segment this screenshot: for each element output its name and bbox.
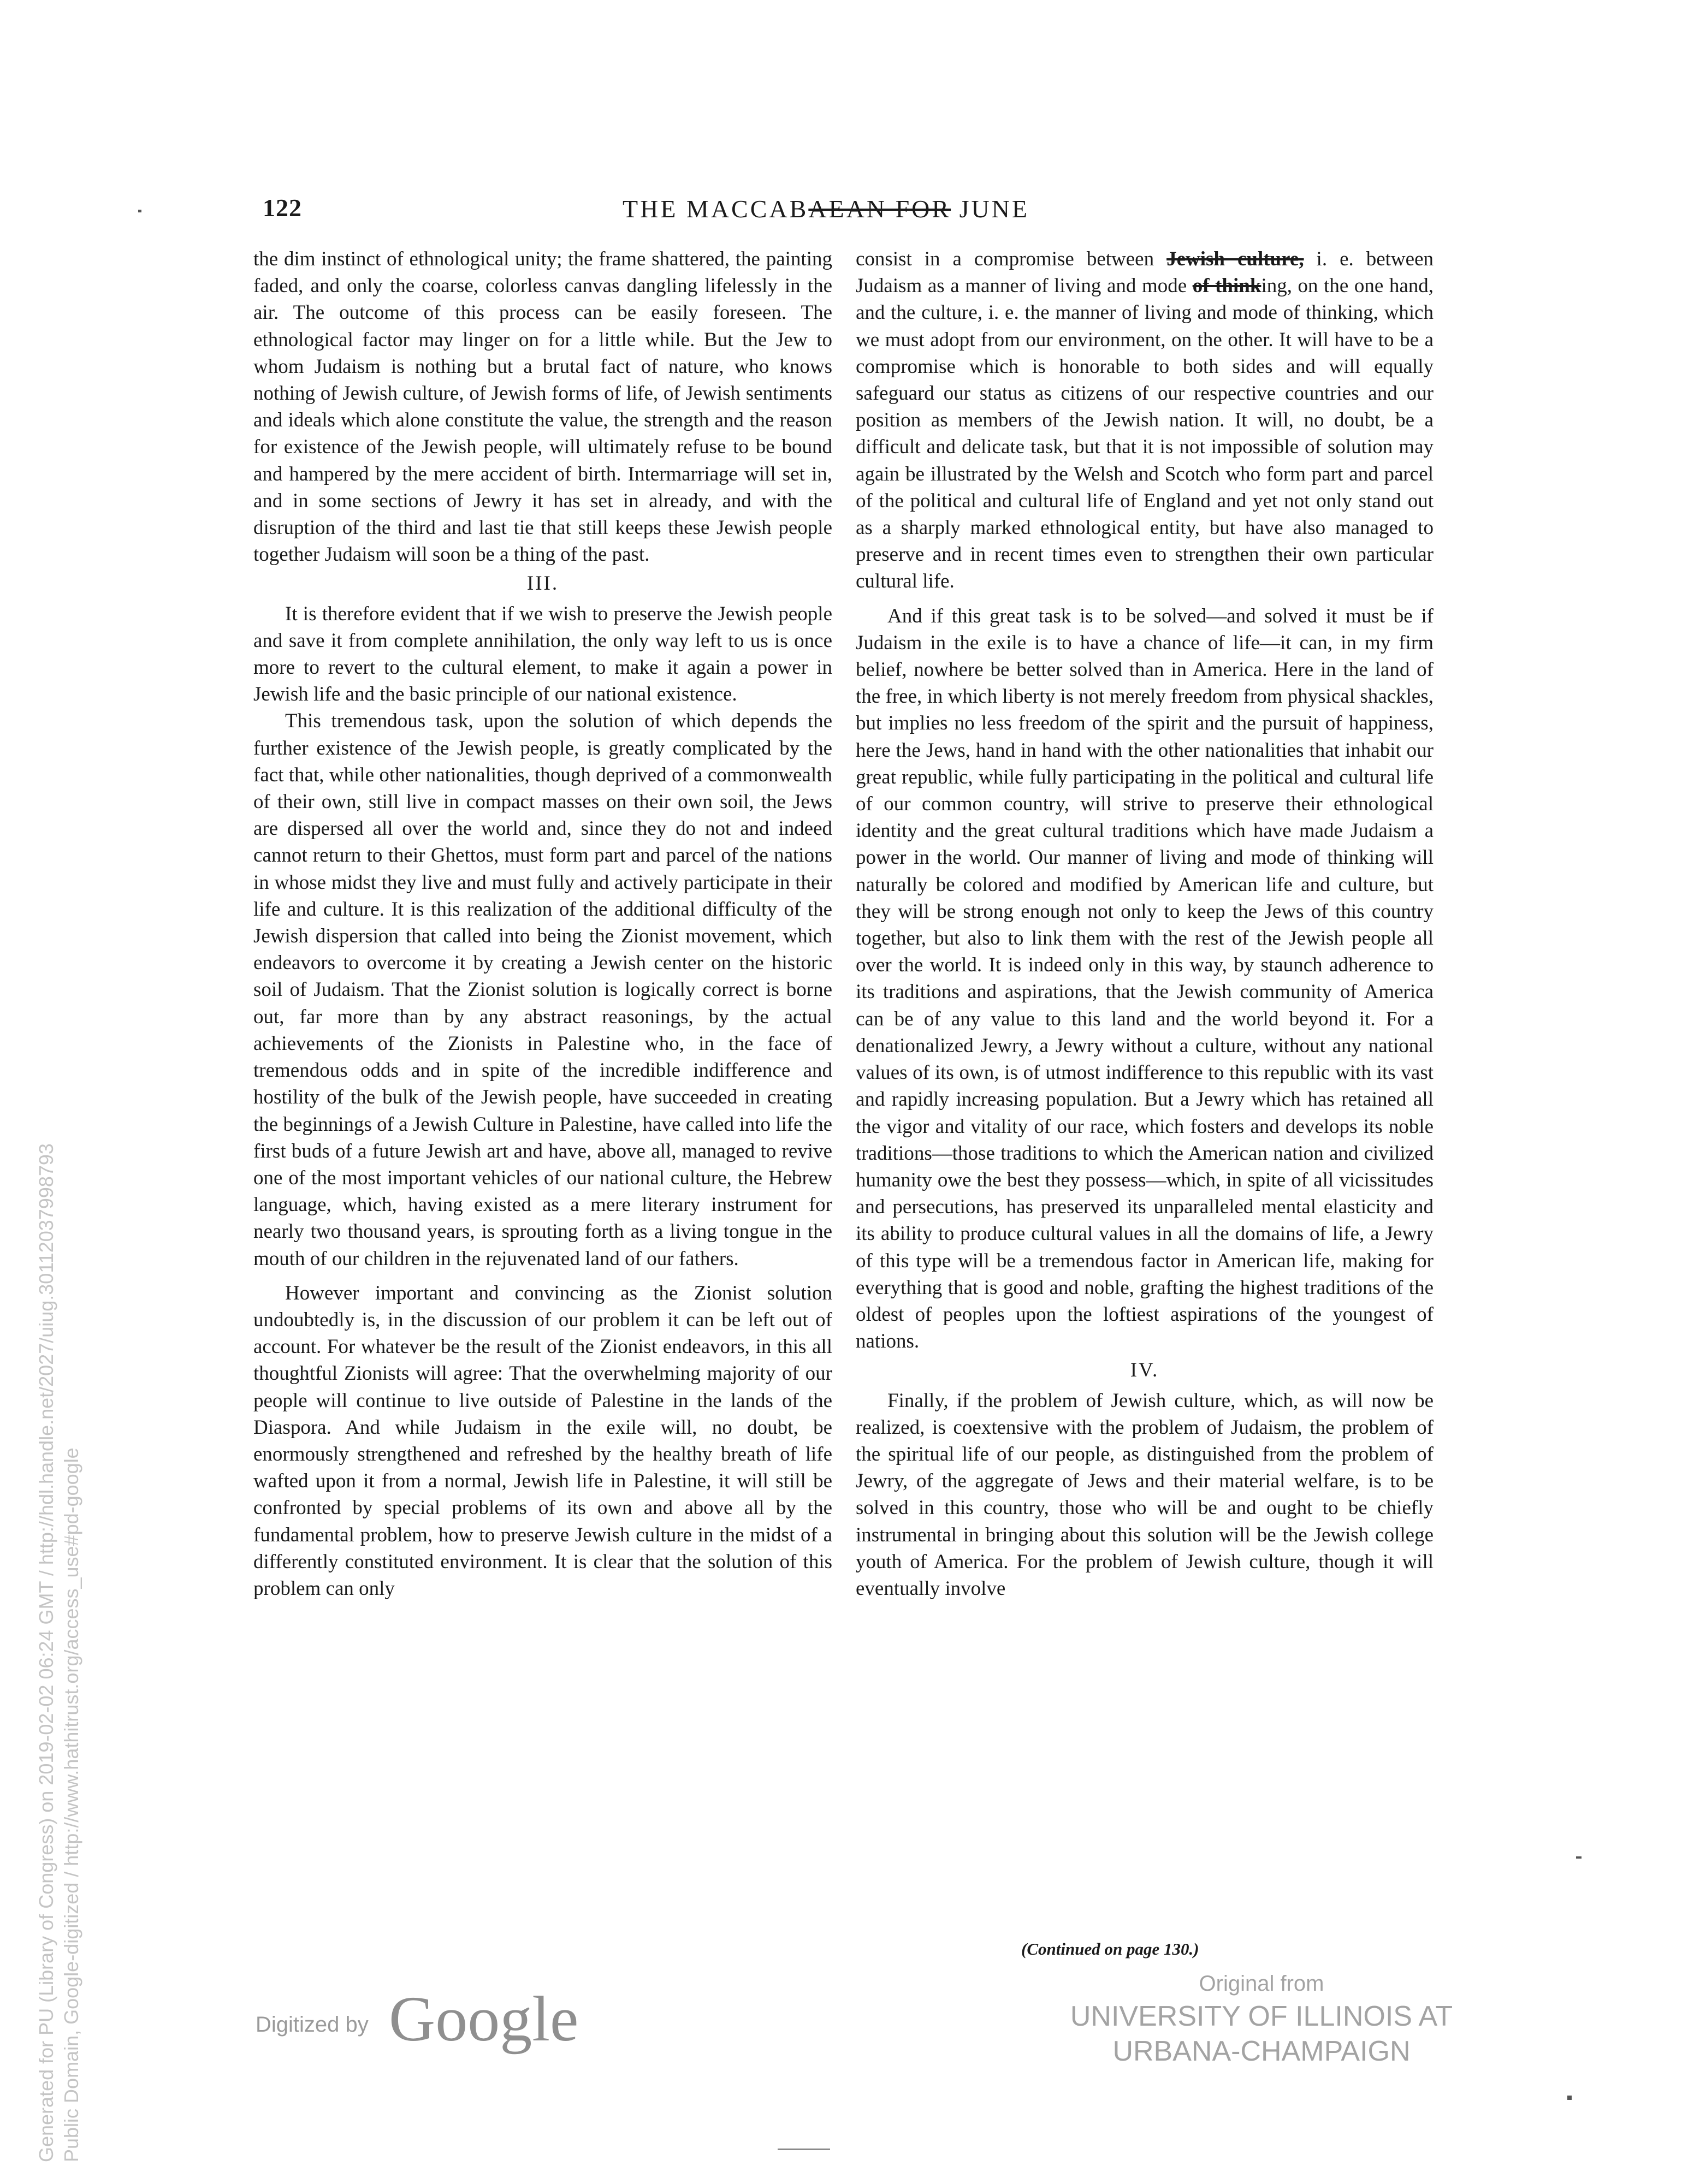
section-heading-iii: III. — [526, 572, 559, 595]
margin-speck-left — [138, 210, 141, 212]
original-from-mark — [1054, 1968, 1469, 2069]
digitized-by-label: Digitized by — [256, 2013, 369, 2037]
institution-line-2: URBANA-CHAMPAIGN — [1112, 2035, 1411, 2067]
struck-text-2: of think — [1192, 275, 1261, 298]
left-paragraph-3: This tremendous task, upon the solution of which depends the further existence of the Jewish people, is greatly complicated by the fact that, while other nationalities, though deprived of a commonwealth of their own, still live in compact masses on their own soil, the Jews are dispersed all over the world and, since they do not and indeed cannot return to their Ghettos, must form part and parcel of the nations in whose midst they live and must fully and actively participate in their life and culture. It is this realization of the additional difficulty of the Jewish dispersion that called into being the Zionist movement, which endeavors to overcome it by creating a Jewish center on the historic soil of Judaism. That the Zionist solution is logically correct is borne out, far more than by any abstract reasonings, by the actual achievements of the Zionists in Palestine who, in the face of tremendous odds and in spite of the incredible indifference and hostility of the bulk of the Jewish people, have succeeded in creating the beginnings of a Jewish Culture in Palestine, have called into life the first buds of a future Jewish art and have, above all, managed to revive one of the most important vehicles of our national culture, the Hebrew language, which, having existed as a mere literary instrument for nearly two thousand years, is sprouting forth as a living tongue in the mouth of our children in the rejuvenated land of our fathers. — [253, 710, 832, 1270]
left-column — [253, 246, 832, 1602]
institution-line-1: UNIVERSITY OF ILLINOIS AT — [1070, 2001, 1453, 2032]
right-paragraph-2: And if this great task is to be solved—and solved it must be if Judaism in the exile is to have a chance of life—it can, in my firm belief, nowhere be better solved than in America. Here in the land of the free, in which liberty is not merely freedom from physical shackles, but implies no less freedom of the spirit and the pursuit of happiness, here the Jews, hand in hand with the other nationalities that inhabit our great republic, while fully participating in the political and cultural life of our common country, will strive to preserve their ethnological identity and the great cultural traditions which have made Judaism a power in the world. Our manner of living and mode of thinking will naturally be colored and modified by American life and culture, but they will be strong enough not only to keep the Jews of this country together, but also to link them with the rest of the Jewish people all over the world. It is indeed only in this way, by staunch adherence to its traditions and aspirations, that the Jewish community of America can be of any value to this land and the world beyond it. For a denationalized Jewry, a Jewry without a culture, without any national values of its own, is of utmost indifference to this republic with its vast and rapidly increasing population. But a Jewry which has retained all the vigor and vitality of our race, which fosters and develops its noble traditions—those traditions to which the American nation and civilized humanity owe the best they possess—which, in spite of all vicissitudes and persecutions, has preserved its unparalleled mental elasticity and its ability to produce cultural values in all the domains of life, a Jewry of this type will be a tremendous factor in American life, making for everything that is good and noble, grafting the highest traditions of the oldest of peoples upon the loftiest aspirations of the youngest of nations. — [856, 604, 1434, 1353]
hathitrust-side-stamp — [34, 1143, 84, 2162]
right-paragraph-3: Finally, if the problem of Jewish culture, which, as will now be realized, is coextensive with the problem of Judaism, the problem of the spiritual life of our people, as distinguished from the problem of Jewry, of the aggregate of Jews and their material welfare, is to be solved in this country, those who will be and ought to be chiefly instrumental in bringing about this solution will be the Jewish college youth of America. For the problem of Jewish culture, though it will eventually involve — [856, 1389, 1434, 1600]
side-stamp-line-1: Generated for PU (Library of Congress) on 2019-02-02 06:24 GMT / http://hdl.handle.net/2027/uiug.30112037998793 — [35, 1143, 57, 2162]
right-paragraph-1-b: i. e. between Judaism as a manner of living and mode — [856, 248, 1434, 298]
running-head-lead: THE MACCAB — [623, 195, 809, 223]
right-paragraph-1 — [856, 246, 1434, 595]
right-paragraph-1-c: ing, on the one hand, and the culture, i. e. the manner of living and mode of thinking, which we must adopt from our environment, on the other. It will have to be a compromise which is honorable to both sides and will equally safeguard our status as citizens of our respective countries and our position as members of the Jewish nation. It will, no doubt, be a difficult and delicate task, but that it is not impossible of solution may again be illustrated by the Welsh and Scotch who form part and parcel of the political and cultural life of England and yet not only stand out as a sharply marked ethnological entity, but have also managed to preserve and in recent times even to strengthen their own particular cultural life. — [856, 275, 1434, 593]
struck-text-1: Jewish culture, — [1166, 248, 1304, 270]
side-stamp-line-2: Public Domain, Google-digitized / http://www.hathitrust.org/access_use#pd-google — [60, 1447, 82, 2162]
running-head — [623, 194, 1059, 223]
margin-dash-right — [1576, 1856, 1582, 1859]
running-head-struck: AEAN FOR — [808, 195, 951, 223]
running-head-tail: JUNE — [951, 195, 1030, 223]
margin-speck-right — [1567, 2096, 1572, 2100]
right-paragraph-1-a: consist in a compromise between — [856, 248, 1167, 270]
left-paragraph-1: the dim instinct of ethnological unity; the frame shattered, the painting faded, and only the coarse, colorless canvas dangling lifelessly in the air. The outcome of this process can be easily foreseen. The ethnological factor may linger on for a little while. But the Jew to whom Judaism is nothing but a brutal fact of nature, who knows nothing of Jewish culture, of Jewish forms of life, of Jewish sentiments and ideals which alone constitute the value, the strength and the reason for existence of the Jewish people, will ultimately refuse to be bound and hampered by the mere accident of birth. Intermarriage will set in, and in some sections of Jewry it has set in already, and with the disruption of the third and last tie that still keeps these Jewish people together Judaism will soon be a thing of the past. — [253, 248, 832, 566]
right-column — [856, 246, 1434, 1602]
left-paragraph-4: However important and convincing as the Zionist solution undoubtedly is, in the discussion of our problem it can be left out of account. For whatever be the result of the Zionist endeavors, in this all thoughtful Zionists will agree: That the overwhelming majority of our people will continue to live outside of Palestine in the lands of the Diaspora. And while Judaism in the exile will, no doubt, be enormously strengthened and refreshed by the healthy breath of life wafted upon it from a normal, Jewish life in Palestine, it will still be confronted by special problems of its own and above all by the fundamental problem, how to preserve Jewish culture in the midst of a differently constituted environment. It is clear that the solution of this problem can only — [253, 1281, 832, 1600]
continued-note: (Continued on page 130.) — [1021, 1939, 1199, 1959]
section-heading-iv: IV. — [1130, 1359, 1159, 1382]
original-from-label: Original from — [1199, 1972, 1324, 1996]
page-number: 122 — [263, 194, 302, 222]
left-paragraph-2: It is therefore evident that if we wish to preserve the Jewish people and save it from complete annihilation, the only way left to us is once more to revert to the cultural element, to make it again a power in Jewish life and the basic principle of our national existence. — [253, 602, 832, 706]
google-logo: Google — [389, 1983, 579, 2055]
bottom-rule — [778, 2149, 830, 2150]
